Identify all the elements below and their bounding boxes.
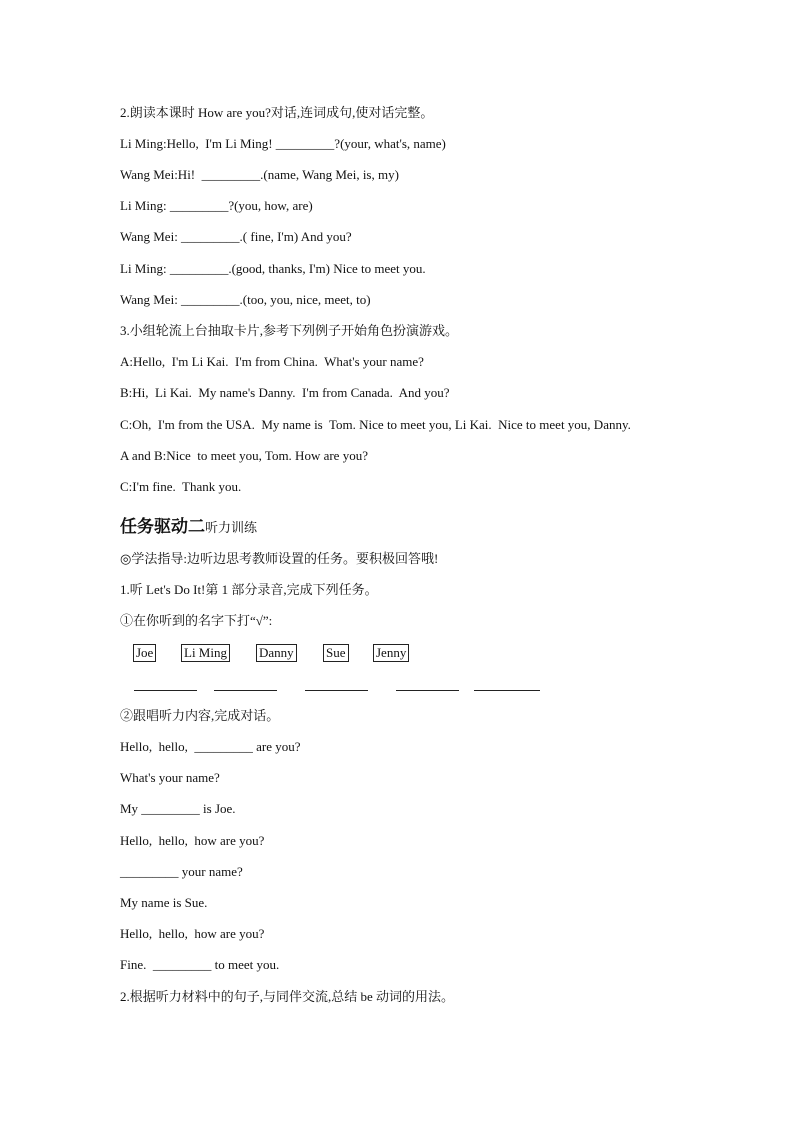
name-box-danny: Danny [256,644,297,662]
song-line: My _________ is Joe. [120,801,236,816]
roleplay-line: C:I'm fine. Thank you. [120,479,242,494]
study-tip: ◎学法指导:边听边思考教师设置的任务。要积极回答哦! [120,551,439,566]
roleplay-line: B:Hi, Li Kai. My name's Danny. I'm from Canada. And you? [120,385,450,400]
name-box-joe: Joe [133,644,156,662]
task-heading-main: 任务驱动二 [120,517,205,537]
task-heading [120,512,257,537]
section-2-title: 2.朗读本课时 How are you?对话,连词成句,使对话完整。 [120,105,434,120]
answer-blank[interactable] [214,690,277,691]
subtask-1-title: ①在你听到的名字下打“√”: [120,613,273,628]
dialogue-line: Li Ming: _________.(good, thanks, I'm) Nice to meet you. [120,261,426,276]
answer-blank[interactable] [305,690,368,691]
dialogue-line: Wang Mei: _________.(too, you, nice, meet, to) [120,292,371,307]
answer-blank[interactable] [396,690,459,691]
roleplay-line: C:Oh, I'm from the USA. My name is Tom. Nice to meet you, Li Kai. Nice to meet you, Danny. [120,417,631,432]
dialogue-line: Li Ming:Hello, I'm Li Ming! _________?(your, what's, name) [120,136,446,151]
answer-blank[interactable] [134,690,197,691]
song-line: Hello, hello, how are you? [120,833,265,848]
name-box-sue: Sue [323,644,349,662]
roleplay-line: A and B:Nice to meet you, Tom. How are you? [120,448,368,463]
listen-1-title: 1.听 Let's Do It!第 1 部分录音,完成下列任务。 [120,582,378,597]
name-box-li-ming: Li Ming [181,644,230,662]
dialogue-line: Wang Mei: _________.( fine, I'm) And you? [120,229,352,244]
song-line: Hello, hello, how are you? [120,926,265,941]
roleplay-line: A:Hello, I'm Li Kai. I'm from China. What's your name? [120,354,424,369]
listen-2-title: 2.根据听力材料中的句子,与同伴交流,总结 be 动词的用法。 [120,989,455,1004]
song-line: Hello, hello, _________ are you? [120,739,301,754]
name-box-jenny: Jenny [373,644,409,662]
song-line: My name is Sue. [120,895,208,910]
answer-blank[interactable] [474,690,540,691]
dialogue-line: Wang Mei:Hi! _________.(name, Wang Mei, is, my) [120,167,399,182]
song-line: Fine. _________ to meet you. [120,957,280,972]
subtask-2-title: ②跟唱听力内容,完成对话。 [120,708,280,723]
section-3-title: 3.小组轮流上台抽取卡片,参考下列例子开始角色扮演游戏。 [120,323,459,338]
song-line: _________ your name? [120,864,243,879]
song-line: What's your name? [120,770,220,785]
dialogue-line: Li Ming: _________?(you, how, are) [120,198,313,213]
task-heading-sub: 听力训练 [205,521,258,536]
